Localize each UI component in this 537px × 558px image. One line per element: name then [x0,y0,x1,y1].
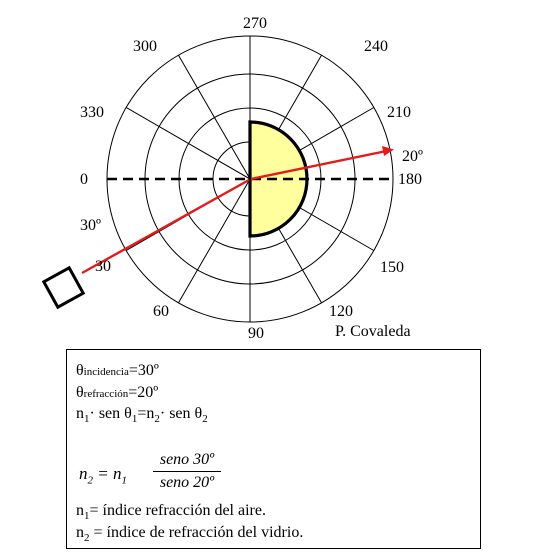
angle-label-300: 300 [133,38,157,55]
angle-label-150: 150 [380,259,404,276]
angle-label-120: 120 [329,303,353,320]
incidence-angle-formula: θincidencia=30º [76,362,159,379]
fraction-bar [153,471,221,472]
angle-label-30: 30 [95,258,111,275]
incidence-angle-label: 30º [80,217,101,234]
snell-law-formula: $n_1\cdot$ sen $\theta_1=n_2\cdot$ sen $\theta_2$ [76,405,208,426]
n2-definition: $n_2$ = índice de refracción del vidrio. [76,524,304,545]
refraction-angle-formula: θrefracción=20º [76,384,159,401]
fraction-denominator: seno 20º [159,474,215,491]
angle-label-90: 90 [248,325,264,342]
n1-definition: $n_1=$ índice refracción del aire. [76,502,266,523]
angle-label-210: 210 [387,104,411,121]
angle-label-0: 0 [80,171,88,188]
angle-label-270: 270 [243,15,267,32]
angle-label-240: 240 [364,38,388,55]
light-source-box [44,268,83,307]
angle-label-60: 60 [153,303,169,320]
angle-label-330: 330 [80,104,104,121]
author-credit: P. Covaleda [335,323,411,340]
sine-ratio-fraction [153,450,221,493]
formula-box: θincidencia=30º θrefracción=20º $n_1\cdot$ sen $\theta_1=n_2\cdot$ sen $\theta_2$ $n_2 = n_1$ seno 30º seno 20º $n_1=$ índice refracción del aire. $n_2$ = índice de refracción del vidrio. [66,349,481,549]
refraction-angle-label: 20º [402,148,423,165]
fraction-numerator: seno 30º [159,451,215,468]
angle-label-180: 180 [398,171,422,188]
refracted-ray-arrowhead [382,146,394,156]
